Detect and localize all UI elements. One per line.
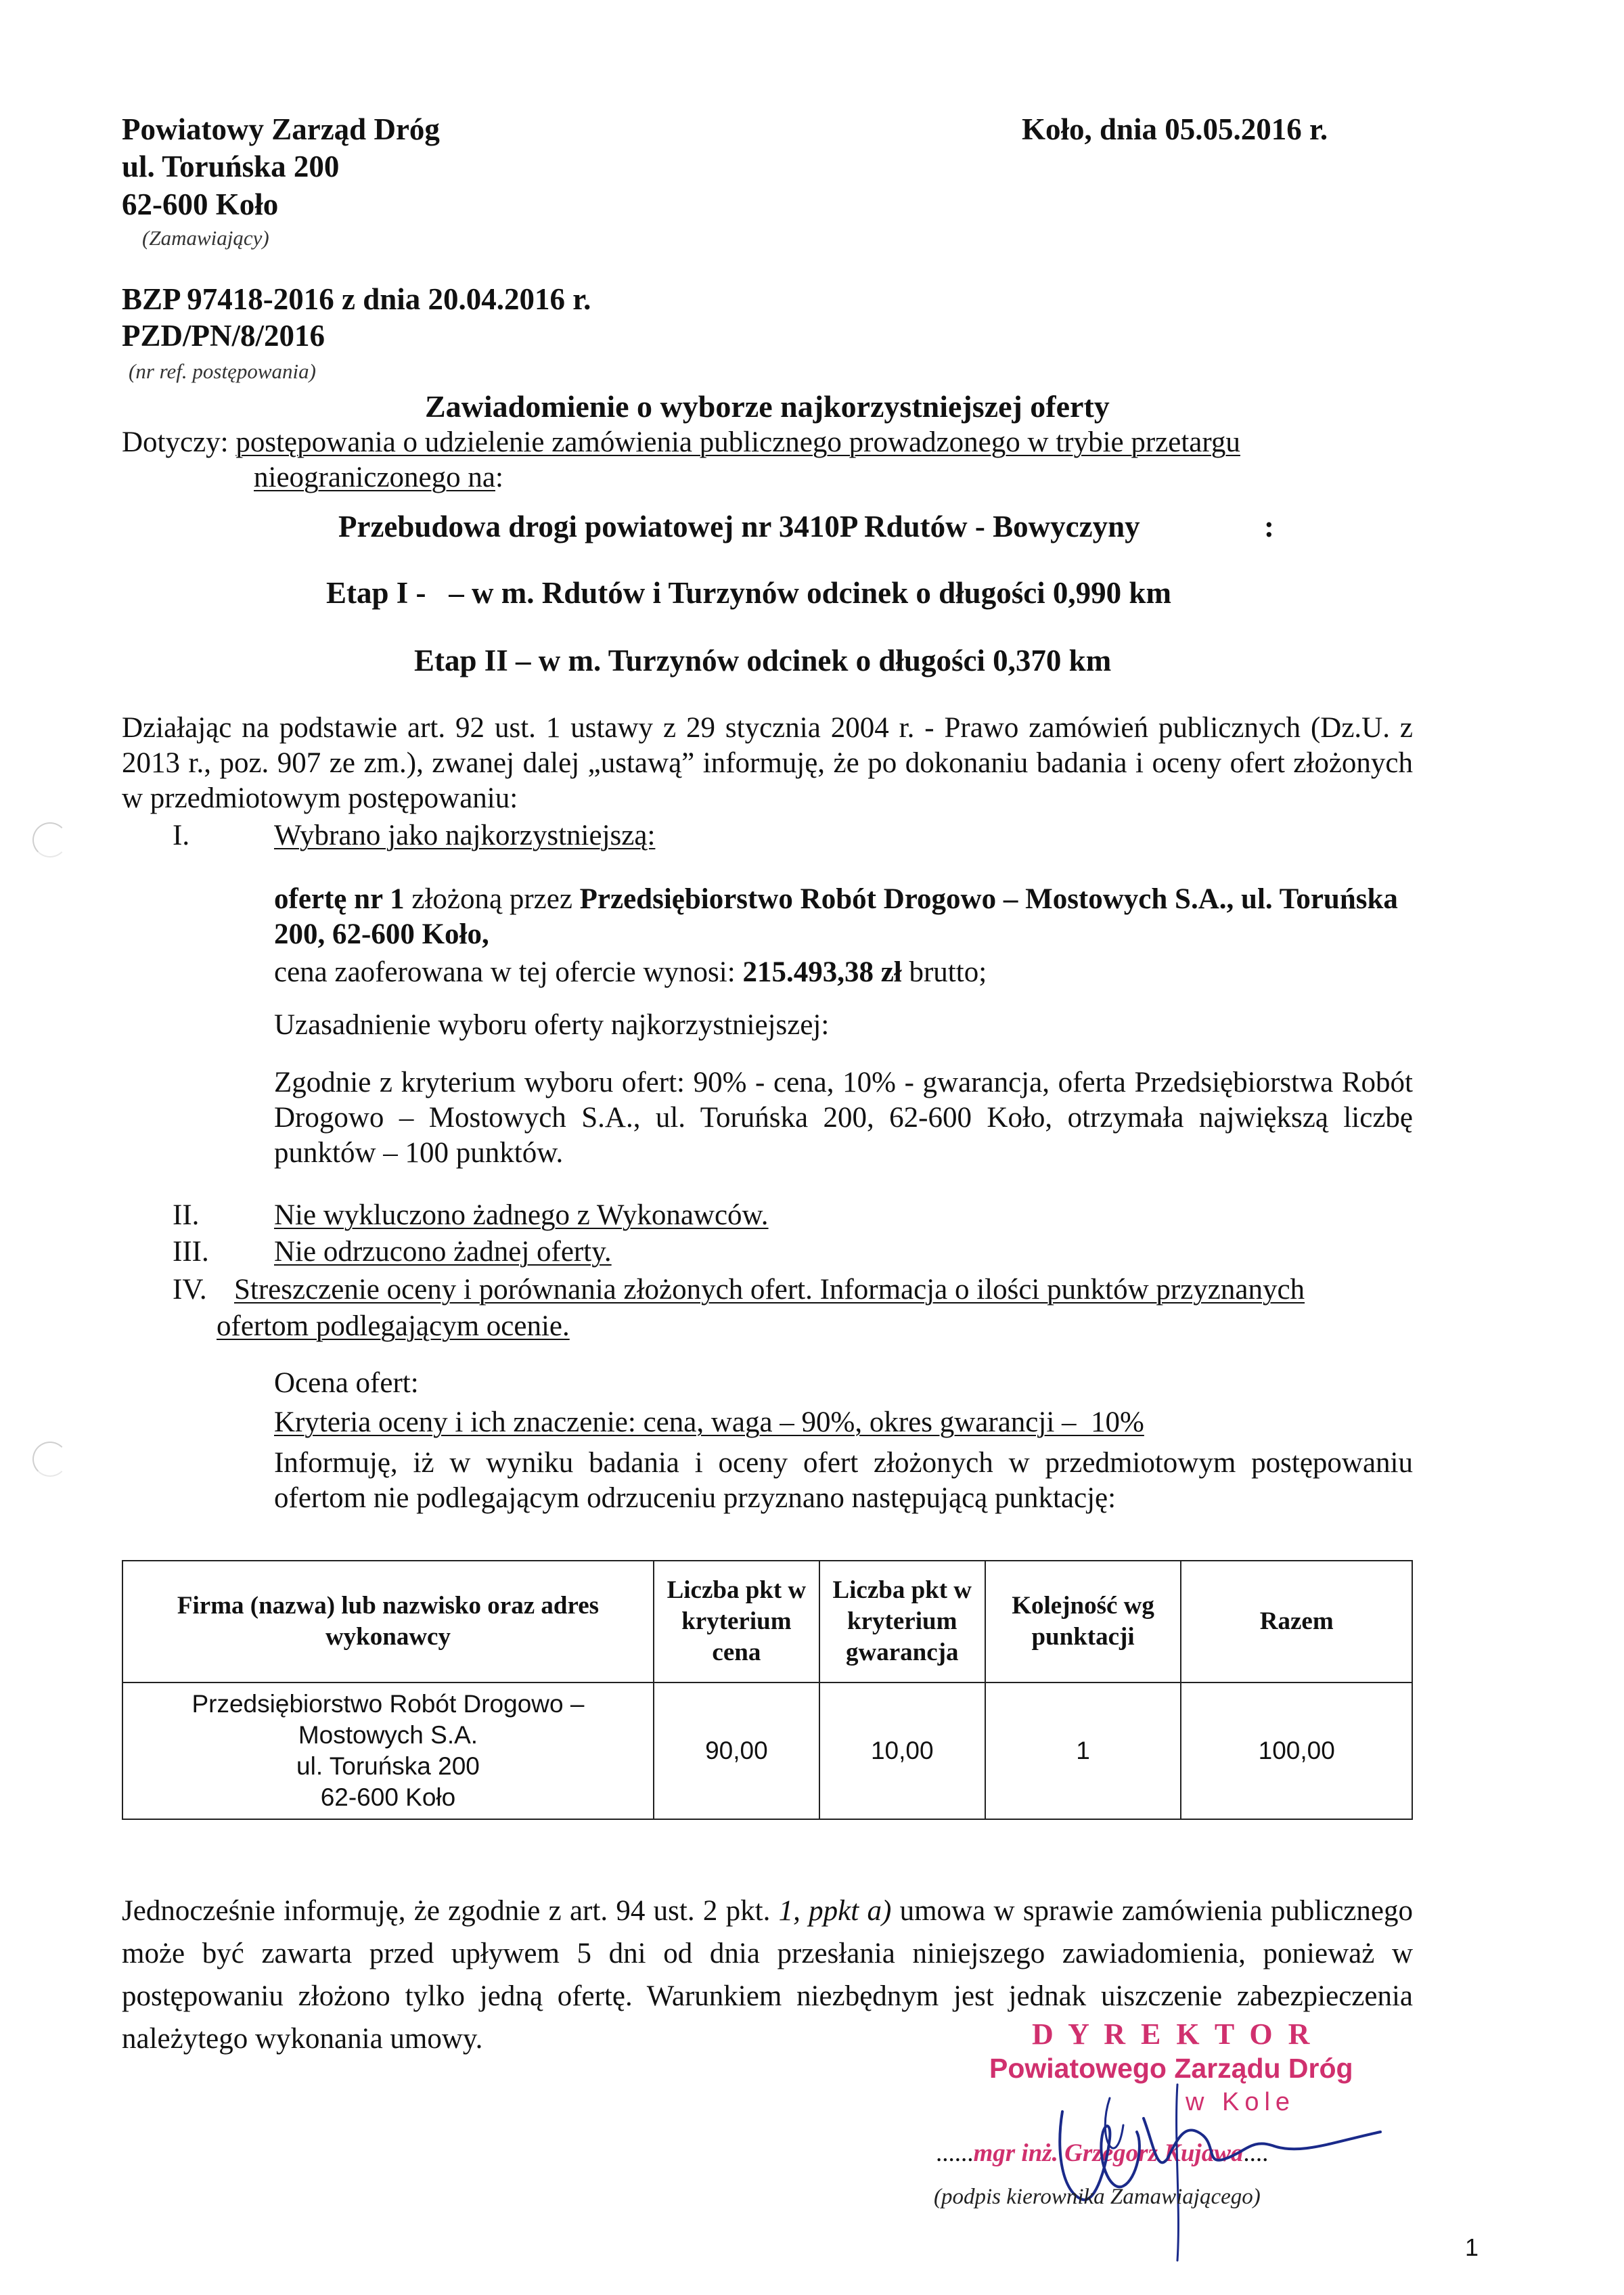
handwritten-signature: [1042, 2057, 1394, 2267]
org-city: 62-600 Koło: [122, 187, 279, 221]
bzp-notice: BZP 97418-2016 z dnia 20.04.2016 r.: [122, 282, 591, 316]
closing-reference: 1, ppkt a): [778, 1895, 892, 1927]
cell-price-points: 90,00: [654, 1683, 819, 1819]
section-3-title: Nie odrzucono żadnej oferty.: [274, 1236, 612, 1268]
signature-caption: (podpis kierownika Zamawiającego): [934, 2185, 1261, 2209]
subject-text-1: postępowania o udzielenie zamówienia publicznego prowadzonego w trybie przetargu: [235, 426, 1240, 458]
justification-text: Zgodnie z kryterium wyboru ofert: 90% - cena, 10% - gwarancja, oferta Przedsiębiorstwa Robót Drogowo – Mostowych S.A., ul. Toruńska 200, 62-600 Koło, otrzymała największą liczbę punktów – 100 punktów.: [274, 1067, 1413, 1169]
firm-line-2: Mostowych S.A.: [298, 1721, 478, 1749]
intro-paragraph: Działając na podstawie art. 92 ust. 1 ustawy z 29 stycznia 2004 r. - Prawo zamówień publicznych (Dz.U. z 2013 r., poz. 907 ze zm.), zwanej dalej „ustawą” informuję, że po dokonaniu badania i oceny ofert złożonych w przedmiotowym postępowaniu:: [122, 712, 1413, 814]
scoring-table: [122, 1560, 1413, 1820]
org-street: ul. Toruńska 200: [122, 150, 340, 183]
header-warranty-points: Liczba pkt w kryterium gwarancja: [819, 1561, 985, 1683]
org-name: Powiatowy Zarząd Dróg: [122, 112, 440, 146]
justification-title: Uzasadnienie wyboru oferty najkorzystniejszej:: [274, 1009, 830, 1041]
evaluation-title: Ocena ofert:: [274, 1367, 419, 1399]
section-4-title-2: ofertom podlegającym ocenie.: [217, 1310, 570, 1342]
document-title: Zawiadomienie o wyborze najkorzystniejszej oferty: [425, 389, 1110, 424]
section-4-title-1: Streszczenie oceny i porównania złożonych ofert. Informacja o ilości punktów przyznanych: [234, 1274, 1305, 1306]
offer-connector: złożoną przez: [404, 883, 580, 915]
section-3-number: III.: [173, 1236, 209, 1268]
stamp-line-3: w Kole: [1186, 2088, 1296, 2116]
price-suffix: brutto;: [901, 956, 987, 988]
evaluation-text: Informuję, iż w wyniku badania i oceny ofert złożonych w przedmiotowym postępowaniu ofertom nie podlegającym odrzuceniu przyznano następującą punktację:: [274, 1447, 1413, 1514]
cell-warranty-points: 10,00: [819, 1683, 985, 1819]
criteria-line: Kryteria oceny i ich znaczenie: cena, waga – 90%, okres gwarancji – 10%: [274, 1406, 1144, 1438]
subject-colon: :: [495, 462, 503, 493]
stage-2: Etap II – w m. Turzynów odcinek o długości 0,370 km: [414, 644, 1112, 677]
header-rank: Kolejność wg punktacji: [985, 1561, 1181, 1683]
closing-text-2: umowa w sprawie zamówienia publicznego może być zawarta przed upływem 5 dni od dnia przesłania niniejszego zawiadomienia, ponieważ w postępowaniu złożono tylko jedną ofertę. Warunkiem niezbędnym jest jednak uiszczenie zabezpieczenia należytego wykonania umowy.: [122, 1895, 1414, 2055]
dots-left: ......: [936, 2139, 974, 2167]
subject-label: Dotyczy:: [122, 426, 236, 458]
place-date: Koło, dnia 05.05.2016 r.: [1022, 112, 1328, 146]
table-header-row: [122, 1561, 1412, 1683]
dots-right: ....: [1243, 2139, 1269, 2167]
firm-line-3: ul. Toruńska 200: [296, 1752, 480, 1780]
firm-line-4: 62-600 Koło: [320, 1783, 456, 1811]
section-4-number: IV.: [173, 1274, 207, 1306]
stamp-line-2: Powiatowego Zarządu Dróg: [989, 2053, 1353, 2084]
cell-firm: [122, 1683, 654, 1819]
firm-line-1: Przedsiębiorstwo Robót Drogowo –: [191, 1690, 585, 1718]
winning-offer: [274, 882, 1411, 952]
header-firm: Firma (nazwa) lub nazwisko oraz adres wykonawcy: [122, 1561, 654, 1683]
offer-number: ofertę nr 1: [274, 883, 405, 915]
stamp-title: D Y R E K T O R: [1032, 2018, 1314, 2051]
header-price-points: Liczba pkt w kryterium cena: [654, 1561, 819, 1683]
offer-price-line: [274, 955, 987, 990]
cell-total: 100,00: [1181, 1683, 1412, 1819]
subject-line-1: [122, 425, 1240, 460]
reference-caption: (nr ref. postępowania): [129, 359, 316, 383]
price-label: cena zaoferowana w tej ofercie wynosi:: [274, 956, 743, 988]
director-name: mgr inż. Grzegorz Kujawa: [973, 2139, 1244, 2167]
table-row: [122, 1683, 1412, 1819]
section-2-title: Nie wykluczono żadnego z Wykonawców.: [274, 1199, 769, 1231]
section-1-title: Wybrano jako najkorzystniejszą:: [274, 820, 656, 851]
project-colon: :: [1264, 510, 1274, 543]
section-1-number: I.: [173, 820, 190, 851]
stage-1: Etap I - – w m. Rdutów i Turzynów odcinek o długości 0,990 km: [326, 576, 1171, 610]
reference-number: PZD/PN/8/2016: [122, 319, 325, 353]
project-name: Przebudowa drogi powiatowej nr 3410P Rdutów - Bowyczyny: [338, 510, 1140, 543]
page-number: 1: [1465, 2233, 1479, 2261]
subject-line-2: [254, 460, 503, 495]
closing-text-1: Jednocześnie informuję, że zgodnie z art. 94 ust. 2 pkt.: [122, 1895, 779, 1927]
offer-company: Przedsiębiorstwo Robót Drogowo – Mostowych S.A., ul. Toruńska 200, 62-600 Koło,: [274, 883, 1398, 950]
section-2-number: II.: [173, 1199, 200, 1231]
subject-text-2: nieograniczonego na: [254, 462, 495, 493]
punch-hole-bottom: [32, 1442, 68, 1477]
header-total: Razem: [1181, 1561, 1412, 1683]
cell-rank: 1: [985, 1683, 1181, 1819]
org-role: (Zamawiający): [142, 226, 269, 250]
punch-hole-top: [32, 822, 68, 857]
price-value: 215.493,38 zł: [742, 956, 902, 988]
